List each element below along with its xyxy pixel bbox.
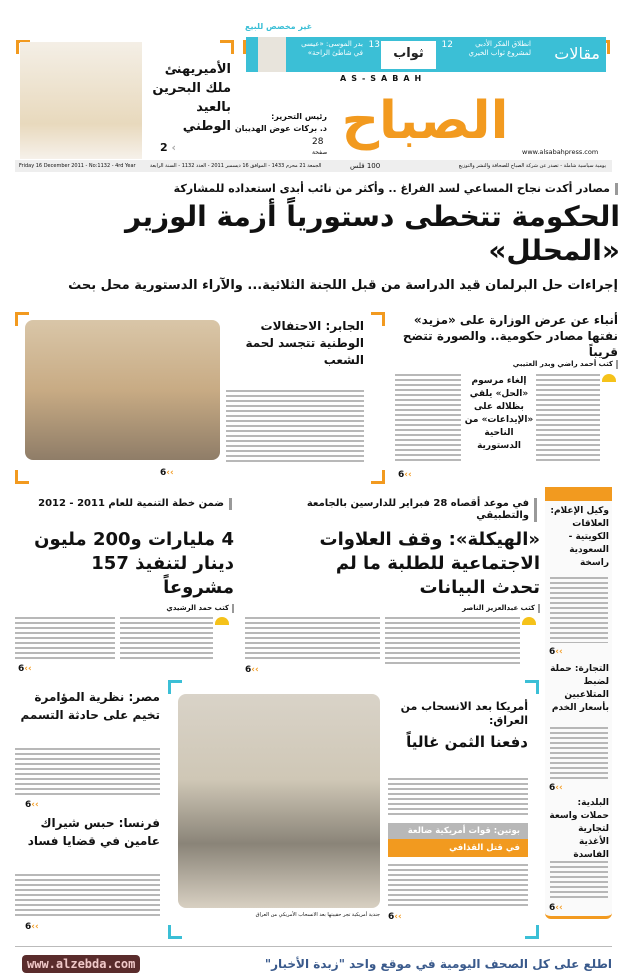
mazyad-headline[interactable]: أنباء عن عرض الوزارة على «مزيد» نفتها مصادر حكومية.. والصورة تتضح قريباً (402, 313, 618, 359)
date-strip (15, 160, 612, 172)
bracket (525, 925, 539, 939)
jaber-headline[interactable]: الجابر: الاحتفالات الوطنية تتجسد لحمة الشعب (245, 319, 364, 367)
lead-headline[interactable]: الحكومة تتخطى دستورياً أزمة الوزير «المحلل» (125, 200, 620, 267)
banner-item-1[interactable]: انطلاق الفكر الأدبي لمشروع ثواب الخيري (468, 40, 531, 57)
students-headline[interactable]: «الهيكلة»: وقف العلاوات الاجتماعية للطلبة ما لم تحدث البيانات (319, 529, 540, 598)
jaber-body-text (226, 390, 364, 462)
date-arabic: الجمعة 21 محرم 1433 - الموافق 16 ديسمبر 2011 - العدد 1132 - السنة الرابعة (150, 163, 322, 169)
more-link[interactable]: 6‹‹ (25, 922, 39, 932)
plan-byline: كتب حمد الرشيدي (166, 604, 234, 613)
mazyad-body-text (536, 374, 600, 464)
sidebar-body-text (550, 577, 608, 643)
plan-headline[interactable]: 4 مليارات و200 مليون دينار لتنفيذ 157 مشروعاً (34, 529, 234, 598)
logo-latin: AS-SABAH (340, 74, 427, 83)
editor-label: رئيس التحرير: (271, 112, 327, 121)
teaser-banner (246, 37, 606, 72)
sidebar-headline-2[interactable]: التجارة: حملة لضبط المتلاعبين بأسعار الخدم (550, 664, 609, 713)
banner-page-12: 12 (441, 40, 453, 50)
egypt-headline[interactable]: مصر: نظرية المؤامرة تخيم على حادثة التسمم (20, 690, 160, 722)
promo-headline[interactable]: الأميريهنئ ملك البحرين بالعيد الوطني (152, 62, 231, 134)
photo-caption: جندية أمريكية تجر حقيبتها بعد الانسحاب الأمريكي من العراق (255, 912, 380, 918)
sidebar-headline-1[interactable]: وكيل الإعلام: العلاقات الكويتية - السعودية راسخة (550, 506, 609, 568)
divider (15, 946, 612, 947)
more-link[interactable]: 6‹‹ (388, 912, 402, 922)
bracket (525, 680, 539, 694)
more-link[interactable]: 6‹‹ (398, 470, 412, 480)
author-photo (258, 37, 286, 72)
sidebar-body-text (550, 727, 608, 779)
editor-name: د. بركات عوض الهديبان (234, 124, 327, 133)
plan-kicker: ضمن خطة التنمية للعام 2011 - 2012 (17, 498, 232, 510)
mazyad-pull-quote: إلغاء مرسوم «الحل» يلقي بظلاله على «الإيداعات» من الناحية الدستورية (464, 376, 534, 451)
students-body-text (385, 617, 520, 665)
bracket (15, 470, 29, 484)
promo-page (160, 141, 176, 154)
soldier-photo (178, 694, 380, 908)
thawab-logo: ثواب (381, 41, 436, 69)
iraq-body-text (388, 778, 528, 818)
sidebar-header (545, 487, 612, 501)
plan-body-text (15, 617, 115, 659)
mazyad-body-text (395, 374, 461, 464)
putin-box-bottom: في قتل القذافي (388, 839, 528, 857)
lead-subhead[interactable]: إجراءات حل البرلمان قيد الدراسة من قبل اللجنة الثلاثية... والآراء الدستورية محل بحث (68, 278, 618, 293)
page-count-label: صفحة (312, 149, 328, 156)
sidebar (545, 487, 612, 919)
promo-page-number: 2 (160, 141, 168, 154)
sun-icon (215, 617, 229, 625)
bracket (220, 40, 234, 54)
iraq-headline-main[interactable]: دفعنا الثمن غالياً (406, 733, 528, 751)
page-count: 28 (312, 137, 324, 147)
france-headline[interactable]: فرنسا: حبس شيراك عامين في قضايا فساد (27, 816, 160, 848)
students-kicker: في موعد أقصاه 28 فبراير للدارسين بالجامعة والتطبيقي (297, 498, 537, 522)
bracket (371, 470, 385, 484)
sidebar-headline-3[interactable]: البلدية: حملات واسعة لتجارية الأغذية الفاسدة (549, 798, 609, 860)
more-link[interactable]: 6‹‹ (245, 665, 259, 675)
newspaper-logo: الصباح (341, 91, 509, 151)
price: 100 فلس (350, 162, 381, 170)
bracket (168, 925, 182, 939)
footer-text: اطلع على كل الصحف اليومية في موقع واحد "زبدة الأخبار" (264, 957, 612, 971)
more-link[interactable]: 6‹‹ (25, 800, 39, 810)
iraq-headline-top[interactable]: أمريكا بعد الانسحاب من العراق: (400, 700, 528, 727)
banner-section[interactable]: مقالات (554, 44, 600, 63)
more-link[interactable]: 6‹‹ (549, 903, 563, 913)
not-for-sale-label: غير مخصص للبيع (245, 22, 313, 31)
sidebar-body-text (550, 861, 608, 899)
france-body-text (15, 874, 160, 916)
sun-icon (602, 374, 616, 382)
chevron-left-icon: ‹ (171, 141, 177, 154)
egypt-body-text (15, 748, 160, 796)
putin-box[interactable] (388, 823, 528, 857)
sun-icon (522, 617, 536, 625)
publisher-line: يومية سياسية شاملة - تصدر عن شركة الصباح للصحافة والنشر والتوزيع (458, 163, 606, 169)
more-link[interactable]: 6‹‹ (160, 468, 174, 478)
bracket (168, 680, 182, 694)
footer-url[interactable]: www.alzebda.com (22, 955, 140, 973)
students-byline: كتب عبدالعزيز الناصر (462, 604, 540, 613)
students-body-text (245, 617, 380, 661)
date-english: Friday 16 December 2011 - No:1132 - 4rd Year (19, 163, 136, 169)
website[interactable]: www.alsabahpress.com (522, 148, 599, 156)
emir-photo (20, 42, 142, 159)
plan-body-text (120, 617, 213, 661)
putin-box-top: بوتين: قوات أمريكية ضالعة (388, 823, 528, 839)
banner-item-2[interactable]: بدر الموسى: «عيسى في شاطئ الراحة» (301, 40, 363, 57)
mazyad-byline: كتب أحمد راضي وبدر العتيبي (513, 360, 618, 369)
bracket (371, 312, 385, 326)
meeting-photo (25, 320, 220, 460)
more-link[interactable]: 6‹‹ (549, 783, 563, 793)
more-link[interactable]: 6‹‹ (549, 647, 563, 657)
putin-body-text (388, 864, 528, 908)
banner-page-13: 13 (368, 40, 380, 50)
more-link[interactable]: 6‹‹ (18, 664, 32, 674)
lead-kicker: مصادر أكدت نجاح المساعي لسد الفراغ .. وأكثر من نائب أبدى استعداده للمشاركة (18, 183, 618, 195)
